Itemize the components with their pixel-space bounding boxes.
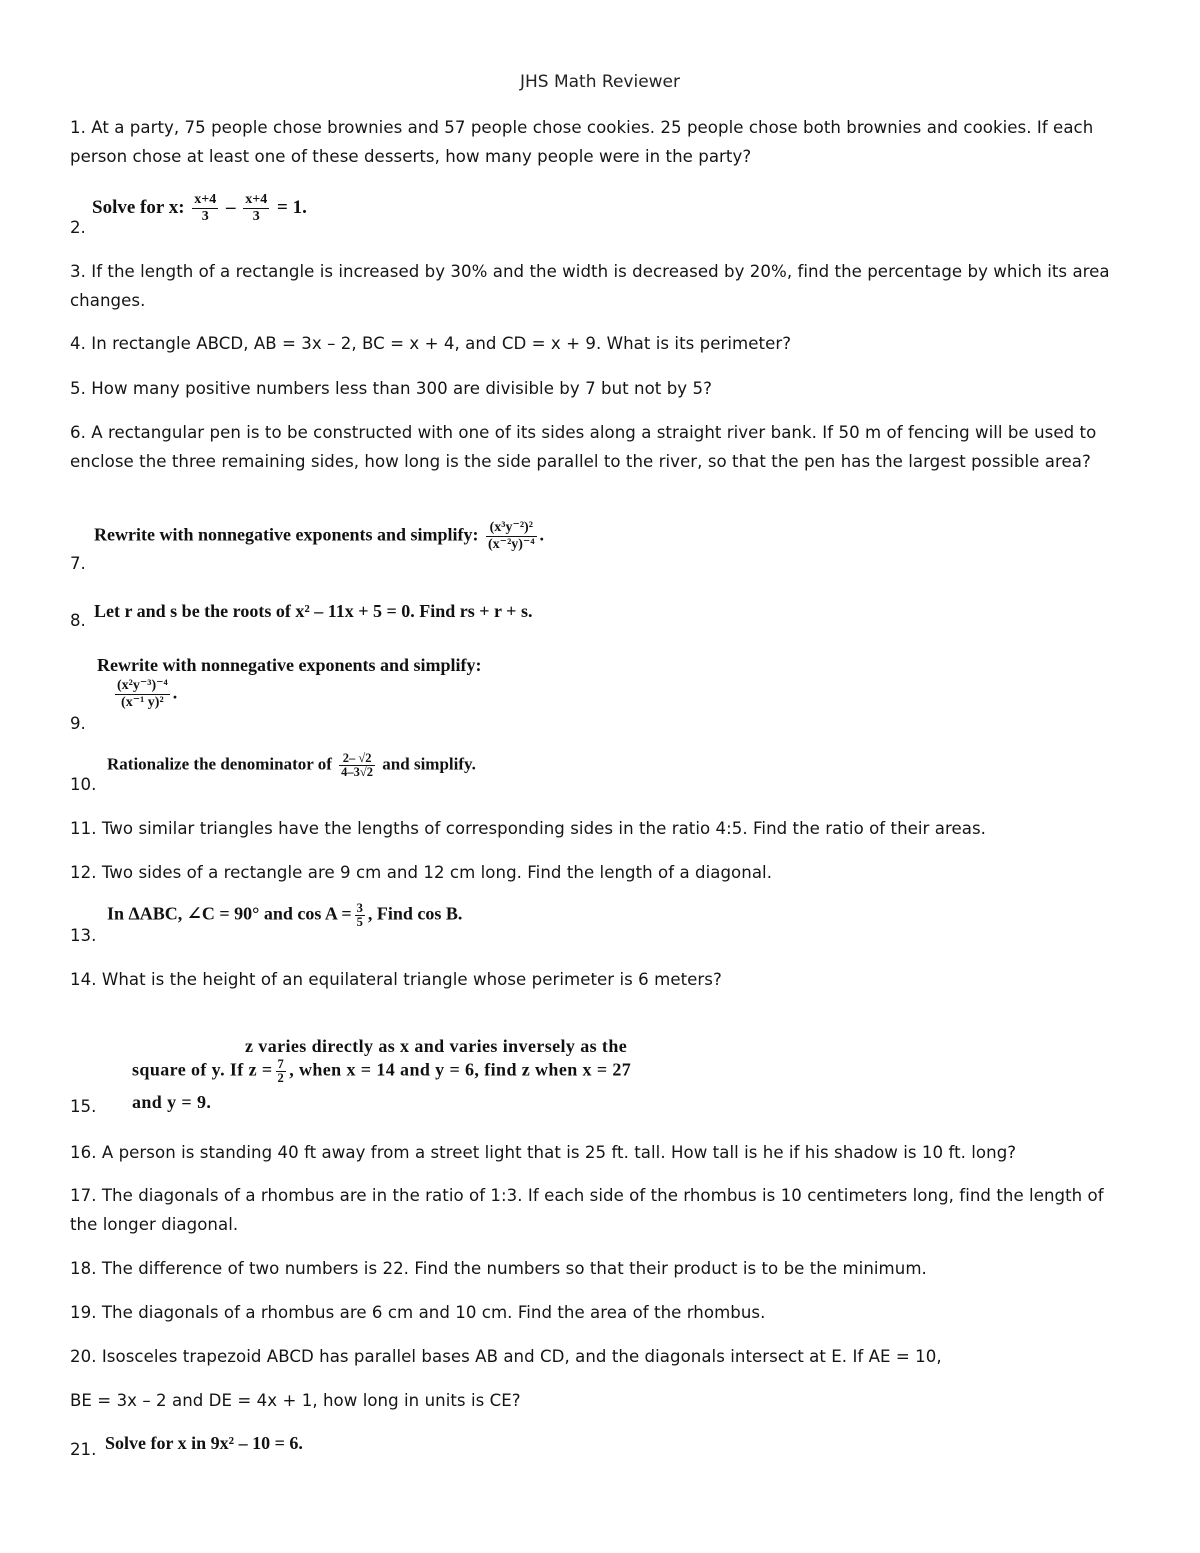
question-7-number: 7. [70, 554, 86, 573]
question-16: 16. A person is standing 40 ft away from a street light that is 25 ft. tall. How tall is he if his shadow is 10 ft. long? [70, 1143, 1017, 1162]
question-5: 5. How many positive numbers less than 300 are divisible by 7 but not by 5? [70, 379, 712, 398]
fraction-numerator: 2– √2 [339, 752, 375, 766]
question-21-text: Solve for x in 9x² – 10 = 6. [105, 1433, 303, 1453]
question-9-tail: . [172, 682, 178, 703]
question-12: 12. Two sides of a rectangle are 9 cm and 12 cm long. Find the length of a diagonal. [70, 863, 773, 882]
fraction-numerator: x+4 [245, 192, 268, 207]
question-10-tail: and simplify. [382, 754, 476, 774]
question-15-fraction [276, 1058, 287, 1085]
question-17: 17. The diagonals of a rhombus are in the ratio of 1:3. If each side of the rhombus is 10 centimeters long, find the length of the longer diagonal. [70, 1186, 1104, 1234]
question-3: 3. If the length of a rectangle is increased by 30% and the width is decreased by 20%, find the percentage by which its area changes. [70, 262, 1110, 310]
fraction-denominator: 2 [277, 1071, 285, 1085]
question-7-fraction [486, 520, 537, 553]
question-4: 4. In rectangle ABCD, AB = 3x – 2, BC = x + 4, and CD = x + 9. What is its perimeter? [70, 334, 792, 353]
page-title: JHS Math Reviewer [519, 72, 681, 92]
question-18: 18. The difference of two numbers is 22. Find the numbers so that their product is to be the minimum. [70, 1259, 927, 1278]
question-13-lead: In ΔABC, ∠C = 90° and cos A = [107, 903, 352, 924]
fraction-numerator: (x³y⁻²)² [486, 520, 537, 537]
question-15-line-1: z varies directly as x and varies inversely as the [245, 1036, 628, 1056]
question-8-number: 8. [70, 611, 86, 630]
question-2-fraction-1 [192, 192, 218, 225]
question-19: 19. The diagonals of a rhombus are 6 cm and 10 cm. Find the area of the rhombus. [70, 1303, 766, 1322]
question-13-fraction [355, 902, 365, 929]
fraction-denominator: (x⁻²y)⁻⁴ [488, 537, 535, 552]
question-2-fraction-2 [243, 192, 269, 225]
question-10-lead: Rationalize the denominator of [107, 754, 332, 774]
question-6: 6. A rectangular pen is to be constructed with one of its sides along a straight river bank. If 50 m of fencing will be used to enclose the three remaining sides, how long is the side parallel to the river, so that the pen has the largest possible area? [70, 423, 1097, 471]
question-10-fraction [339, 752, 375, 779]
question-15-line-3: and y = 9. [132, 1092, 212, 1112]
question-8-text: Let r and s be the roots of x² – 11x + 5 = 0. Find rs + r + s. [94, 601, 533, 621]
fraction-denominator: 3 [201, 209, 209, 224]
fraction-numerator: (x²y⁻³)⁻⁴ [117, 678, 168, 693]
question-20-line-2: BE = 3x – 2 and DE = 4x + 1, how long in units is CE? [70, 1391, 521, 1410]
fraction-numerator: 7 [277, 1057, 285, 1071]
question-10-expression [107, 752, 476, 779]
fraction-denominator: 3 [252, 209, 260, 224]
question-2-lead: Solve for x: [92, 196, 185, 218]
question-7-lead: Rewrite with nonnegative exponents and simplify: [94, 524, 479, 545]
question-9-fraction [115, 678, 170, 711]
fraction-numerator: x+4 [194, 192, 217, 207]
question-15-line-2 [132, 1058, 631, 1085]
question-7-tail: . [539, 524, 545, 545]
fraction-numerator: 3 [356, 901, 363, 915]
fraction-denominator: 5 [356, 915, 363, 929]
question-2-number: 2. [70, 218, 86, 237]
question-15-line-2-tail: , when x = 14 and y = 6, find z when x = 27 [289, 1059, 632, 1080]
question-10-number: 10. [70, 775, 97, 794]
question-11: 11. Two similar triangles have the lengths of corresponding sides in the ratio 4:5. Find the ratio of their areas. [70, 819, 986, 838]
question-14: 14. What is the height of an equilateral triangle whose perimeter is 6 meters? [70, 970, 722, 989]
question-2-tail: = 1. [277, 196, 307, 218]
question-20-line-1: 20. Isosceles trapezoid ABCD has parallel bases AB and CD, and the diagonals intersect at E. If AE = 10, [70, 1347, 942, 1366]
question-9-lead: Rewrite with nonnegative exponents and simplify: [97, 655, 482, 675]
question-13-number: 13. [70, 926, 97, 945]
question-15-number: 15. [70, 1097, 97, 1116]
question-21-number: 21. [70, 1440, 97, 1459]
question-13-tail: , Find cos B. [367, 903, 463, 924]
fraction-denominator: 4–3√2 [341, 765, 374, 779]
minus-sign: – [226, 196, 236, 218]
question-2-equation [92, 192, 307, 225]
question-9-expression [112, 678, 177, 711]
question-9-number: 9. [70, 714, 86, 733]
question-15-line-2-lead: square of y. If z = [132, 1059, 273, 1080]
fraction-denominator: (x⁻¹ y)² [121, 695, 164, 710]
question-13-expression [107, 902, 462, 929]
question-7-expression [94, 520, 544, 553]
question-1: 1. At a party, 75 people chose brownies and 57 people chose cookies. 25 people chose both brownies and cookies. If each person chose at least one of these desserts, how many people were in the party? [70, 118, 1094, 166]
